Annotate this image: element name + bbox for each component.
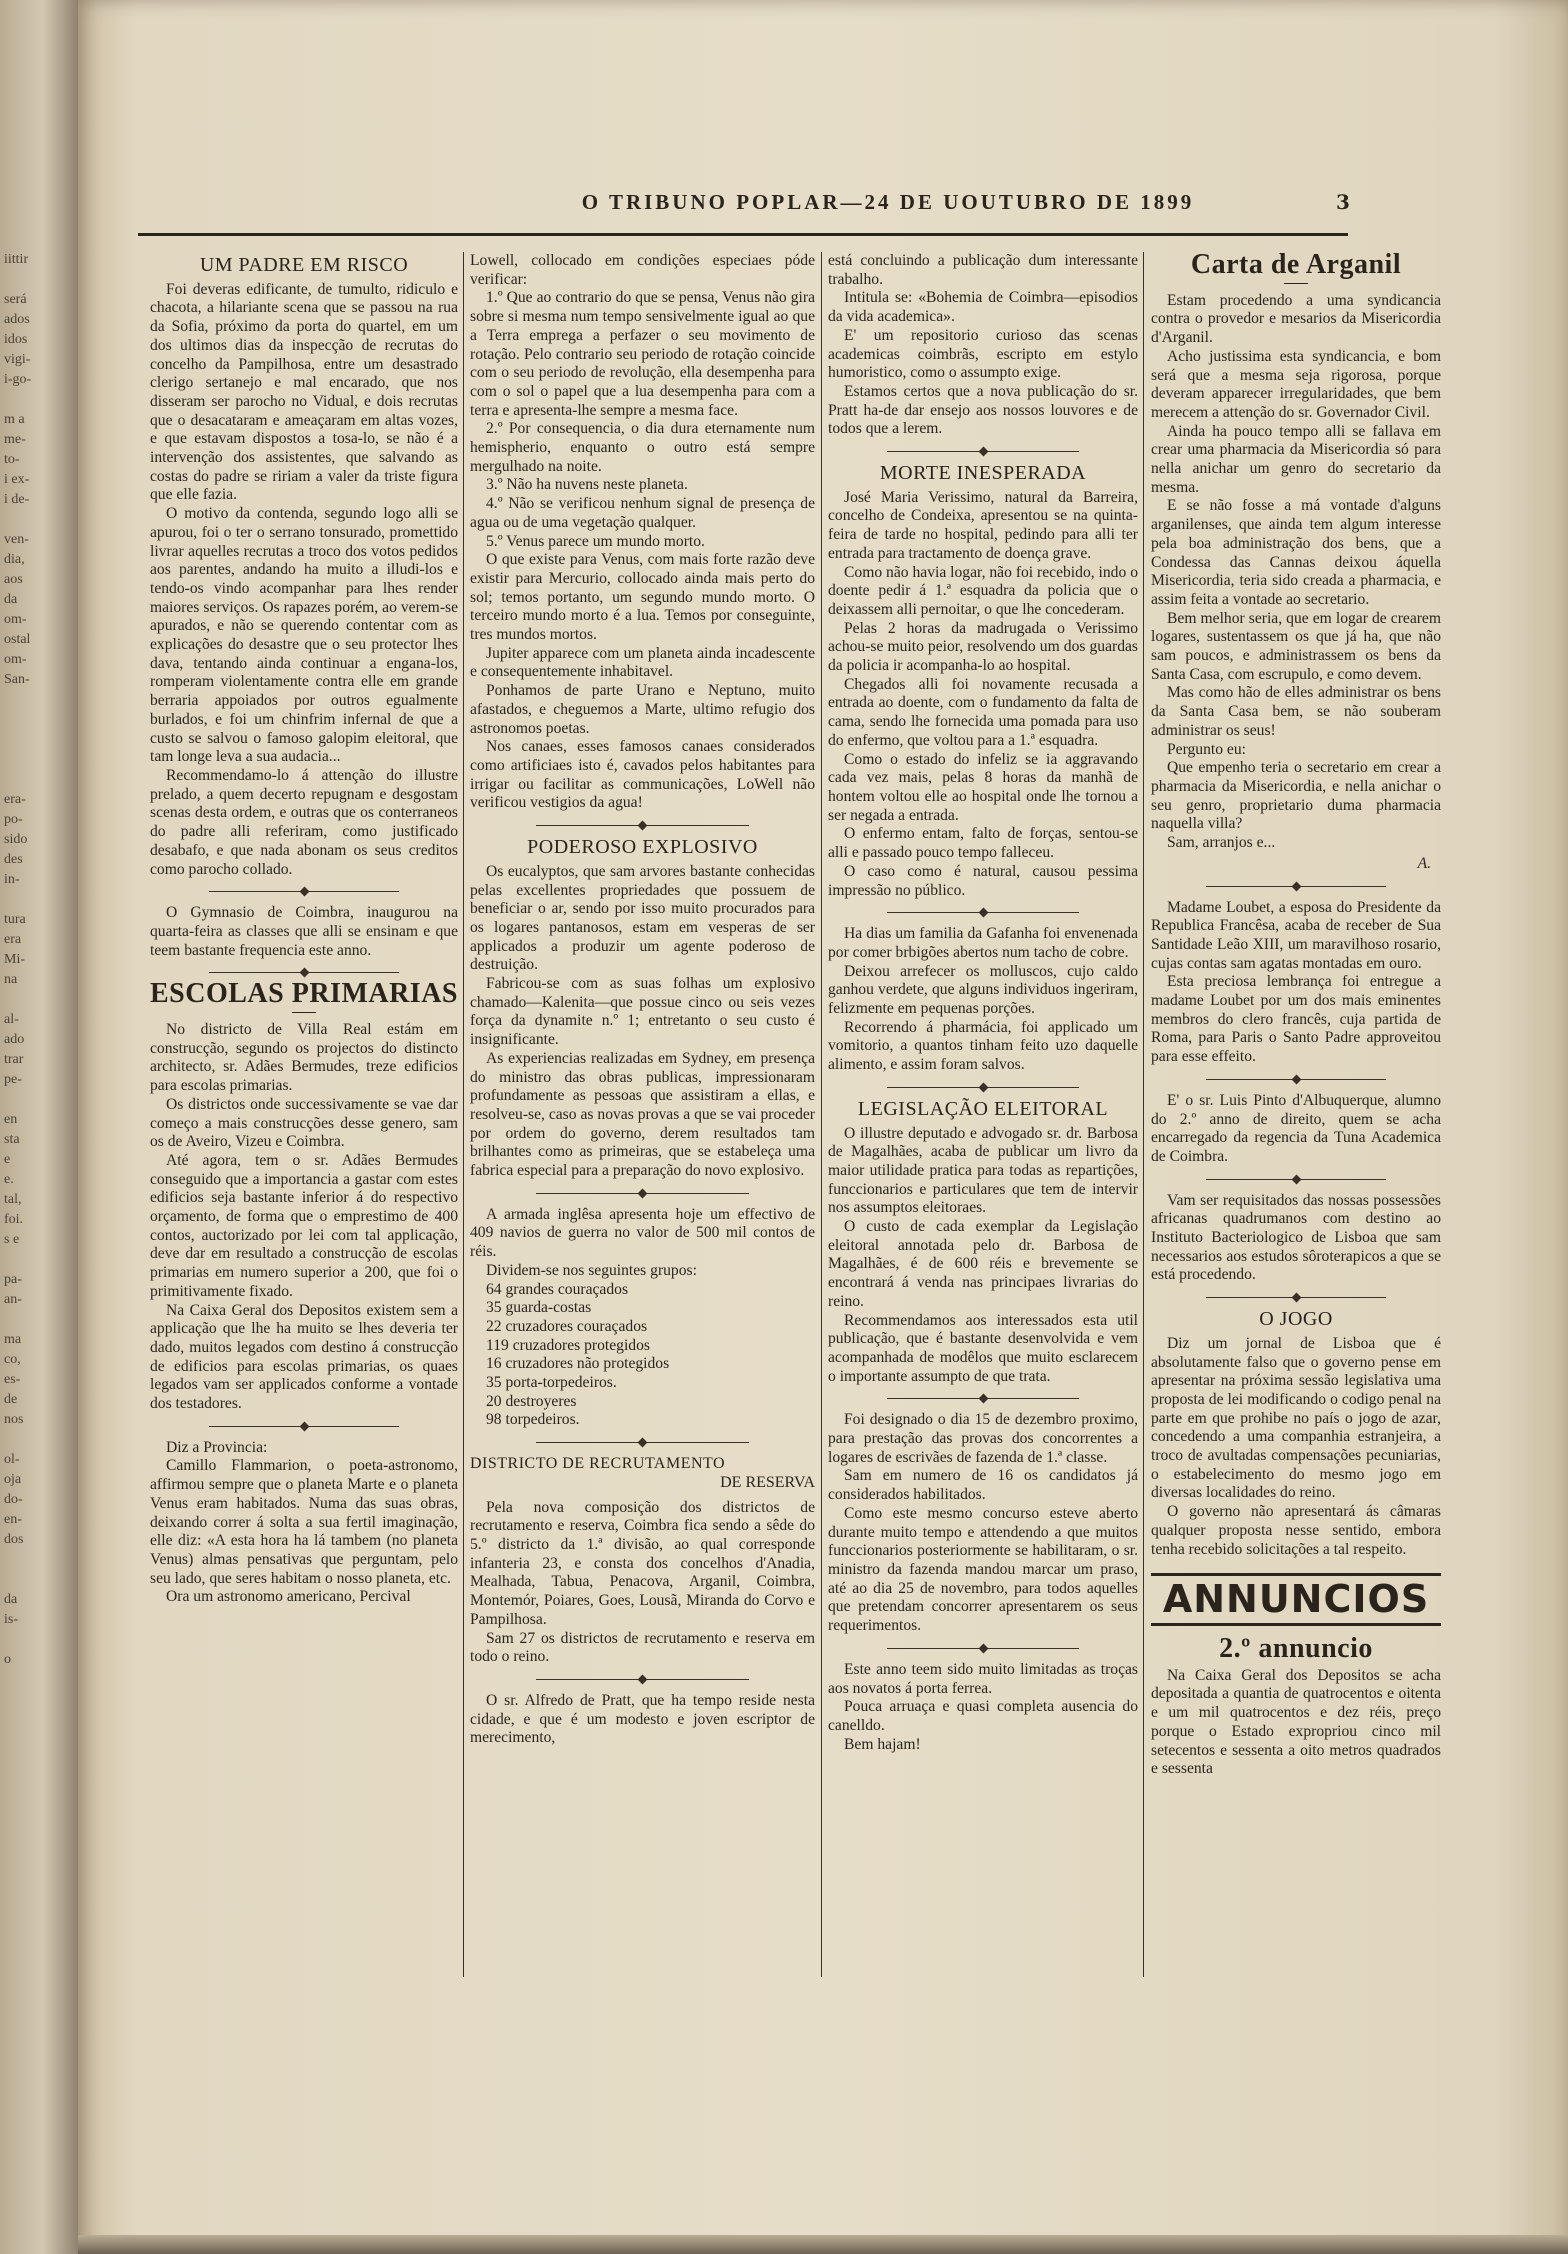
headline-morte-inesperada: MORTE INESPERADA bbox=[879, 462, 1087, 485]
page-number: 3 bbox=[1336, 190, 1350, 214]
paragraph: Como este mesmo concurso esteve aberto durante muito tempo e attendendo a que muitos funccionarios posteriormente se habilitaram, o sr. ministro da fazenda mandou marcar um praso, até ao dia 25 de novembro, para todos aquelles que pretendam concorrer apresentarem os seus requerimentos. bbox=[828, 1504, 1138, 1635]
headline-poderoso-explosivo: PODEROSO EXPLOSIVO bbox=[527, 836, 758, 859]
paragraph: O que existe para Venus, com mais forte razão deve existir para Mercurio, collocado ainda mais perto do sol; temos portanto, um segundo mundo morto. O terceiro mundo morto é a lua. Temos por conseguinte, tres mundos mortos. bbox=[470, 551, 815, 644]
section-separator bbox=[887, 1398, 1079, 1399]
paragraph: Jupiter apparece com um planeta ainda incadescente e consequentemente inhabitavel. bbox=[470, 644, 815, 681]
paragraph: Fabricou-se com as suas folhas um explosivo chamado—Kalenita—que possue cinco ou seis vezes força da dynamite n.º 1; entretanto o seu custo é insignificante. bbox=[470, 975, 815, 1049]
paragraph: Diz um jornal de Lisboa que é absolutamente falso que o governo pense em apresentar na próxima sessão legislativa uma proposta de lei modificando o codigo penal na parte em que prohibe no país o jogo de azar, concedendo a uma companhia estranjeira, a troco de avultadas compensações pecuniarias, o estabelecimento do mesmo jogo em diversas localidades do reino. bbox=[1151, 1334, 1441, 1502]
paragraph: 4.º Não se verificou nenhum signal de presença de agua ou de uma vegetação qualquer. bbox=[470, 495, 815, 531]
paragraph: Até agora, tem o sr. Adães Bermudes conseguido que a importancia a gastar com estes edificios seja bastante inferior á do respectivo orçamento, de forma que o emprestimo de 400 contos, auctorizado por lei com tal applicação, deve dar em resultado a construcção de escolas primarias em numero superior a 200, que foi o primitivamente fixado. bbox=[150, 1151, 458, 1300]
paragraph: Sam, arranjos e... bbox=[1167, 834, 1276, 852]
section-separator bbox=[887, 1648, 1079, 1649]
short-rule bbox=[292, 1012, 316, 1013]
headline-carta-de-arganil: Carta de Arganil bbox=[1190, 252, 1402, 280]
paragraph: Como não havia logar, não foi recebido, indo o doente pedir á 1.ª esquadra da policia que o deixassem alli pernoitar, o que lhe concederam. bbox=[828, 563, 1138, 618]
paragraph: O illustre deputado e advogado sr. dr. Barbosa de Magalhães, acaba de publicar um livro da maior utilidade pratica para todas as repartições, funccionarios e particulares que tem de intervir nos assumptos eleitoraes. bbox=[828, 1124, 1138, 1217]
short-rule bbox=[1284, 283, 1308, 284]
paragraph: Os districtos onde successivamente se vae dar começo a mais construcções desse genero, sam os de Aveiro, Vizeu e Coimbra. bbox=[150, 1095, 458, 1151]
section-separator bbox=[536, 1679, 750, 1680]
paragraph: Na Caixa Geral dos Depositos existem sem a applicação que lhe ha muito se lhes deveria ter dado, muitos legados com destino á construcção de edificios para escolas primarias, os quaes legados vam ser applicados conforme a vontade dos testadores. bbox=[150, 1301, 458, 1413]
section-separator bbox=[1206, 1179, 1386, 1180]
list-item: 35 guarda-costas bbox=[486, 1299, 592, 1317]
newspaper-page bbox=[78, 0, 1568, 2254]
paragraph: Os eucalyptos, que sam arvores bastante conhecidas pelas excellentes propriedades que possuem de beneficiar o ar, sendo por isso muito procurados para os logares pantanosos, estam em vesperas de ser applicados a produzir um agente poderoso de destruição. bbox=[470, 862, 815, 974]
section-separator bbox=[536, 1442, 750, 1443]
paragraph: Diz a Provincia: bbox=[166, 1438, 268, 1456]
paragraph: Estam procedendo a uma syndicancia contra o provedor e mesarios da Misericordia d'Arganil. bbox=[1151, 291, 1441, 347]
headline-escolas-primarias: ESCOLAS PRIMARIAS bbox=[150, 978, 458, 1010]
paragraph: Recommendamos aos interessados esta util publicação, que é bastante desenvolvida e vem acompanhada de modêlos que muito esclarecem o importante assumpto de que trata. bbox=[828, 1311, 1138, 1385]
paragraph: Este anno teem sido muito limitadas as troças aos novatos á porta ferrea. bbox=[828, 1660, 1138, 1697]
paragraph: Acho justissima esta syndicancia, e bom será que a mesma seja rigorosa, porque deveram apparecer irregularidades, que bem merecem a attenção do sr. Governador Civil. bbox=[1151, 347, 1441, 421]
paragraph: Ora um astronomo americano, Percival bbox=[166, 1588, 411, 1606]
section-separator bbox=[209, 891, 400, 892]
paragraph: Recommendamo-lo á attenção do illustre prelado, a quem decerto repugnam e desgostam scenas desta ordem, e outras que os conterraneos do padre alli referiram, como justificado desabafo, e que nada abonam os seus creditos como parocho collado. bbox=[150, 766, 458, 878]
paragraph: 2.º Por consequencia, o dia dura eternamente num hemispherio, enquanto o outro está sempre mergulhado na noite. bbox=[470, 420, 815, 475]
paragraph: Dividem-se nos seguintes grupos: bbox=[486, 1261, 697, 1279]
paragraph: Sam 27 os districtos de recrutamento e reserva em todo o reino. bbox=[470, 1629, 815, 1666]
paragraph: A armada inglêsa apresenta hoje um effectivo de 409 navios de guerra no valor de 500 mil contos de réis. bbox=[470, 1205, 815, 1261]
headline-districto-recrutamento: DISTRICTO DE RECRUTAMENTO bbox=[470, 1455, 726, 1473]
section-separator bbox=[887, 1087, 1079, 1088]
section-separator bbox=[887, 912, 1079, 913]
paragraph: Madame Loubet, a esposa do Presidente da Republica Francêsa, acaba de receber de Sua Santidade Leão XIII, um maravilhoso rosario, cujas contas sam agatas montadas em ouro. bbox=[1151, 898, 1441, 972]
fleet-list bbox=[486, 1281, 815, 1431]
paragraph: Como o estado do infeliz se ia aggravando cada vez mais, pelas 8 horas da manhã de hontem voltou elle ao hospital onde lhe tornou a ser negada a entrada. bbox=[828, 750, 1138, 824]
paragraph: José Maria Verissimo, natural da Barreira, concelho de Condeixa, apresentou se na quinta-feira de tarde no hospital, pedindo para alli ter entrada para tractamento de doença grave. bbox=[828, 488, 1138, 562]
section-separator bbox=[1206, 1297, 1386, 1298]
paragraph: Recorrendo á pharmácia, foi applicado um vomitorio, a quantos tinham feito uzo daquelle alimento, e assim foram salvos. bbox=[828, 1018, 1138, 1074]
paragraph: O caso como é natural, causou pessima impressão no público. bbox=[828, 862, 1138, 899]
paragraph: 1.º Que ao contrario do que se pensa, Venus não gira sobre si mesma num tempo sensivelmente igual ao que a Terra emprega a perfazer o seu movimento de rotação. Pelo contrario seu periodo de rotação coincide com o seu periodo de revolução, ella desempenha para com o sol o papel que a lua desempenha para com a terra e apresenta-lhe sempre a mesma face. bbox=[470, 289, 815, 419]
paragraph: Lowell, collocado em condições especiaes póde verificar: bbox=[470, 252, 815, 288]
list-item: 22 cruzadores couraçados bbox=[486, 1317, 648, 1335]
paragraph: Camillo Flammarion, o poeta-astronomo, affirmou sempre que o planeta Marte e o planeta Venus eram habitados. Numa das suas obras, deixando correr á solta a sua fertil imaginação, elle diz: «A esta hora ha lá tambem (no planeta Venus) almas pensativas que perguntam, pelo seu lado, que seres habitam o nosso planeta, etc. bbox=[150, 1457, 458, 1587]
paragraph: Intitula se: «Bohemia de Coimbra—episodios da vida academica». bbox=[828, 289, 1138, 326]
section-separator bbox=[209, 1426, 400, 1427]
left-page-edge bbox=[0, 0, 78, 2254]
list-item: 98 torpedeiros. bbox=[486, 1411, 580, 1429]
masthead: O TRIBUNO POPLAR—24 DE UOUTUBRO DE 1899 bbox=[581, 190, 1195, 214]
paragraph: Foi designado o dia 15 de dezembro proximo, para prestação das provas dos concorrentes a logares de escrivães de fazenda de 1.ª classe. bbox=[828, 1411, 1138, 1466]
section-separator bbox=[209, 972, 400, 973]
column-divider bbox=[463, 252, 464, 1977]
section-separator bbox=[1206, 1079, 1386, 1080]
thick-rule bbox=[1151, 1623, 1441, 1626]
masthead-rule bbox=[138, 233, 1348, 236]
left-page-text-fragments: iittir será ados idos vigi- i-go- m a me- to- i ex- i de- ven- dia, aos da om- ostal om- San- era- po- sido des in- tura era Mi- na al- ado trar pe- en sta e e. tal, foi. s e pa- an- ma co, es- de nos ol- oja do- en- dos da is- o bbox=[4, 252, 32, 1667]
section-separator bbox=[536, 825, 750, 826]
paragraph: No districto de Villa Real estám em construcção, segundo os projectos do distincto architecto, sr. Adães Bermudes, treze edificios para escolas primarias. bbox=[150, 1021, 458, 1095]
list-item: 64 grandes couraçados bbox=[486, 1280, 629, 1298]
paragraph: O custo de cada exemplar da Legislação eleitoral annotada pelo dr. Barbosa de Magalhães, é de 600 réis e brevemente se encontrará á venda nas principaes livrarias do reino. bbox=[828, 1218, 1138, 1310]
thick-rule bbox=[1151, 1573, 1441, 1576]
paragraph: Nos canaes, esses famosos canaes considerados como artificiaes isto é, cavados pelos habitantes para irrigar ou facilitar as communicações, LoWell não verificou vestigios da agua! bbox=[470, 738, 815, 812]
paragraph: Mas como hão de elles administrar os bens da Santa Casa bem, se não souberam administrar os seus! bbox=[1151, 684, 1441, 739]
section-separator bbox=[536, 1193, 750, 1194]
paragraph: E' o sr. Luis Pinto d'Albuquerque, alumno do 2.º anno de direito, quem se acha encarregado da regencia da Tuna Academica de Coimbra. bbox=[1151, 1091, 1441, 1165]
paragraph: Estamos certos que a nova publicação do sr. Pratt ha-de dar ensejo aos nossos louvores e de todos que a lerem. bbox=[828, 382, 1138, 438]
paragraph: Pergunto eu: bbox=[1167, 740, 1246, 758]
paragraph: E se não fosse a má vontade d'alguns arganilenses, que ainda tem algum interesse pela boa administração dos bens, que a Condessa das Cannas deixou áquella Misericordia, teria sido creada a pharmacia, e assim feita a vontade ao secretario. bbox=[1151, 497, 1441, 608]
column-divider bbox=[821, 252, 822, 1977]
section-separator bbox=[887, 451, 1079, 452]
column-divider bbox=[1143, 252, 1144, 1977]
headline-o-jogo: O JOGO bbox=[1259, 1308, 1333, 1331]
paragraph: está concluindo a publicação dum interessante trabalho. bbox=[828, 252, 1138, 288]
paragraph: Bem melhor seria, que em logar de crearem logares, sustentassem os que já ha, que não sam poucos, e administrassem os bens da Santa Casa, com escrupulo, e como devem. bbox=[1151, 609, 1441, 683]
paragraph: O enfermo entam, falto de forças, sentou-se alli e passado pouco tempo falleceu. bbox=[828, 825, 1138, 862]
paragraph: O governo não apresentará ás câmaras qualquer proposta nesse sentido, embora tenha recebido solicitações a tal respeito. bbox=[1151, 1503, 1441, 1558]
section-separator bbox=[1206, 886, 1386, 887]
paragraph: Que empenho teria o secretario em crear a pharmacia da Misericordia, e nella anichar o seu genro, proprietario duma pharmacia naquella villa? bbox=[1151, 759, 1441, 833]
paragraph: E' um repositorio curioso das scenas academicas coimbrãs, escripto em estylo humoristico, como o assumpto exige. bbox=[828, 326, 1138, 382]
list-item: 119 cruzadores protegidos bbox=[486, 1336, 650, 1354]
paragraph: 3.º Não ha nuvens neste planeta. bbox=[486, 476, 688, 494]
signature: A. bbox=[1417, 854, 1431, 872]
headline-2-annuncio: 2.º annuncio bbox=[1219, 1633, 1373, 1664]
paragraph: Bem hajam! bbox=[844, 1735, 921, 1753]
paragraph: Pouca arruaça e quasi completa ausencia do canelldo. bbox=[828, 1698, 1138, 1734]
paragraph: Na Caixa Geral dos Depositos se acha depositada a quantia de quatrocentos e oitenta e um mil quatrocentos e dez réis, preço porque o Estado expropriou cinco mil setecentos e sessenta a oito metros quadrados e sessenta bbox=[1151, 1666, 1441, 1778]
column-4 bbox=[1151, 252, 1441, 1992]
paragraph: O Gymnasio de Coimbra, inaugurou na quarta-feira as classes que alli se ensinam e que teem bastante frequencia este anno. bbox=[150, 904, 458, 959]
paragraph: Ponhamos de parte Urano e Neptuno, muito afastados, e cheguemos a Marte, ultimo refugio dos astronomos poetas. bbox=[470, 682, 815, 737]
paragraph: Foi deveras edificante, de tumulto, ridiculo e chacota, a hilariante scena que se passou na rua da Sofia, próximo da porta do quartel, em um dos ultimos dias da inspecção de recrutas do concelho da Pampilhosa, entre um desastrado clerigo sertanejo e mal encarado, que nos disseram ser parocho no Vidual, e dois recrutas que o desacataram e ameaçaram em altas vozes, e que estavam dispostos a tosa-lo, se não é a intervenção dos assistentes, que salvando as costas do padre se ririam a valer da triste figura que elle fazia. bbox=[150, 280, 458, 504]
paragraph: Deixou arrefecer os molluscos, cujo caldo ganhou verdete, que alguns individuos ingeriram, felizmente em pequenas porções. bbox=[828, 962, 1138, 1018]
headline-legislacao-eleitoral: LEGISLAÇÃO ELEITORAL bbox=[857, 1097, 1109, 1120]
list-item: 35 porta-torpedeiros. bbox=[486, 1374, 617, 1392]
paragraph: Chegados alli foi novamente recusada a entrada ao doente, com o fundamento da falta de cama, sendo lhe fornecida uma pomada para uso do enfermo, que voltou para a 1.ª esquadra. bbox=[828, 675, 1138, 749]
paragraph: Vam ser requisitados das nossas possessões africanas quadrumanos com destino ao Instituto Bacteriologico de Lisboa que sam necessarios aos estudos sôroterapicos a que se está procedendo. bbox=[1151, 1191, 1441, 1284]
paragraph: Esta preciosa lembrança foi entregue a madame Loubet por um dos mais eminentes membros do clero francês, cuja partida de Roma, para Paris o Santo Padre approveitou para esse effeito. bbox=[1151, 973, 1441, 1066]
column-1 bbox=[150, 252, 458, 1992]
paragraph: Pelas 2 horas da madrugada o Verissimo achou-se muito peior, resolvendo um dos guardas da policia ir acompanha-lo ao hospital. bbox=[828, 619, 1138, 675]
paragraph: Sam em numero de 16 os candidatos já considerados habilitados. bbox=[828, 1467, 1138, 1504]
list-item: 16 cruzadores não protegidos bbox=[486, 1355, 670, 1373]
paragraph: Ha dias um familia da Gafanha foi envenenada por comer brbigões abertos num tacho de cobre. bbox=[828, 925, 1138, 961]
paragraph: 5.º Venus parece um mundo morto. bbox=[486, 532, 705, 550]
headline-um-padre-em-risco: UM PADRE EM RISCO bbox=[199, 254, 409, 276]
paragraph: As experiencias realizadas em Sydney, em presença do ministro das obras publicas, impressionaram profundamente as pessoas que assistiram a ellas, e resolveu-se, caso as novas provas a que se vai proceder por ordem do governo, derem resultados tam brilhantes como as primeiras, que se estabeleça uma fabrica especial para a preparação do novo explosivo. bbox=[470, 1049, 815, 1180]
paragraph: O motivo da contenda, segundo logo alli se apurou, foi o ter o serrano tonsurado, promettido livrar aquelles recrutas a troco dos votos pedidos aos parentes, andando ha muito a illudi-los e tendo-os vindo acompanhar para lhes render maiores serviços. Os rapazes porém, ao verem-se apurados, e não se querendo contentar com as explicações do desastre que o seu protector lhes dava, tentando ainda continuar a engana-los, romperam violentamente contra elle em grande berraria appoiados por outros egualmente burlados, e foi um chinfrim infernal de que a custo se salvou o famoso galopim eleitoral, que tam longe leva a sua audacia... bbox=[150, 505, 458, 766]
paragraph: Ainda ha pouco tempo alli se fallava em crear uma pharmacia da Misericordia só para nella anichar um genro do secretario da mesma. bbox=[1151, 422, 1441, 496]
page-bottom-edge bbox=[78, 2235, 1568, 2254]
paragraph: O sr. Alfredo de Pratt, que ha tempo reside nesta cidade, e que é um modesto e joven escriptor de merecimento, bbox=[470, 1691, 815, 1747]
column-3 bbox=[828, 252, 1138, 1992]
column-2 bbox=[470, 252, 815, 1992]
list-item: 20 destroyeres bbox=[486, 1392, 577, 1410]
headline-de-reserva: DE RESERVA bbox=[720, 1473, 815, 1491]
paragraph: Pela nova composição dos districtos de recrutamento e reserva, Coimbra fica sendo a sêde do 5.º districto da 1.ª divisão, ao qual corresponde infanteria 23, e consta dos concelhos d'Anadia, Mealhada, Tabua, Penacova, Arganil, Coimbra, Montemór, Poiares, Goes, Lousã, Miranda do Corvo e Pampilhosa. bbox=[470, 1498, 815, 1628]
headline-annuncios: ANNUNCIOS bbox=[1162, 1577, 1430, 1622]
